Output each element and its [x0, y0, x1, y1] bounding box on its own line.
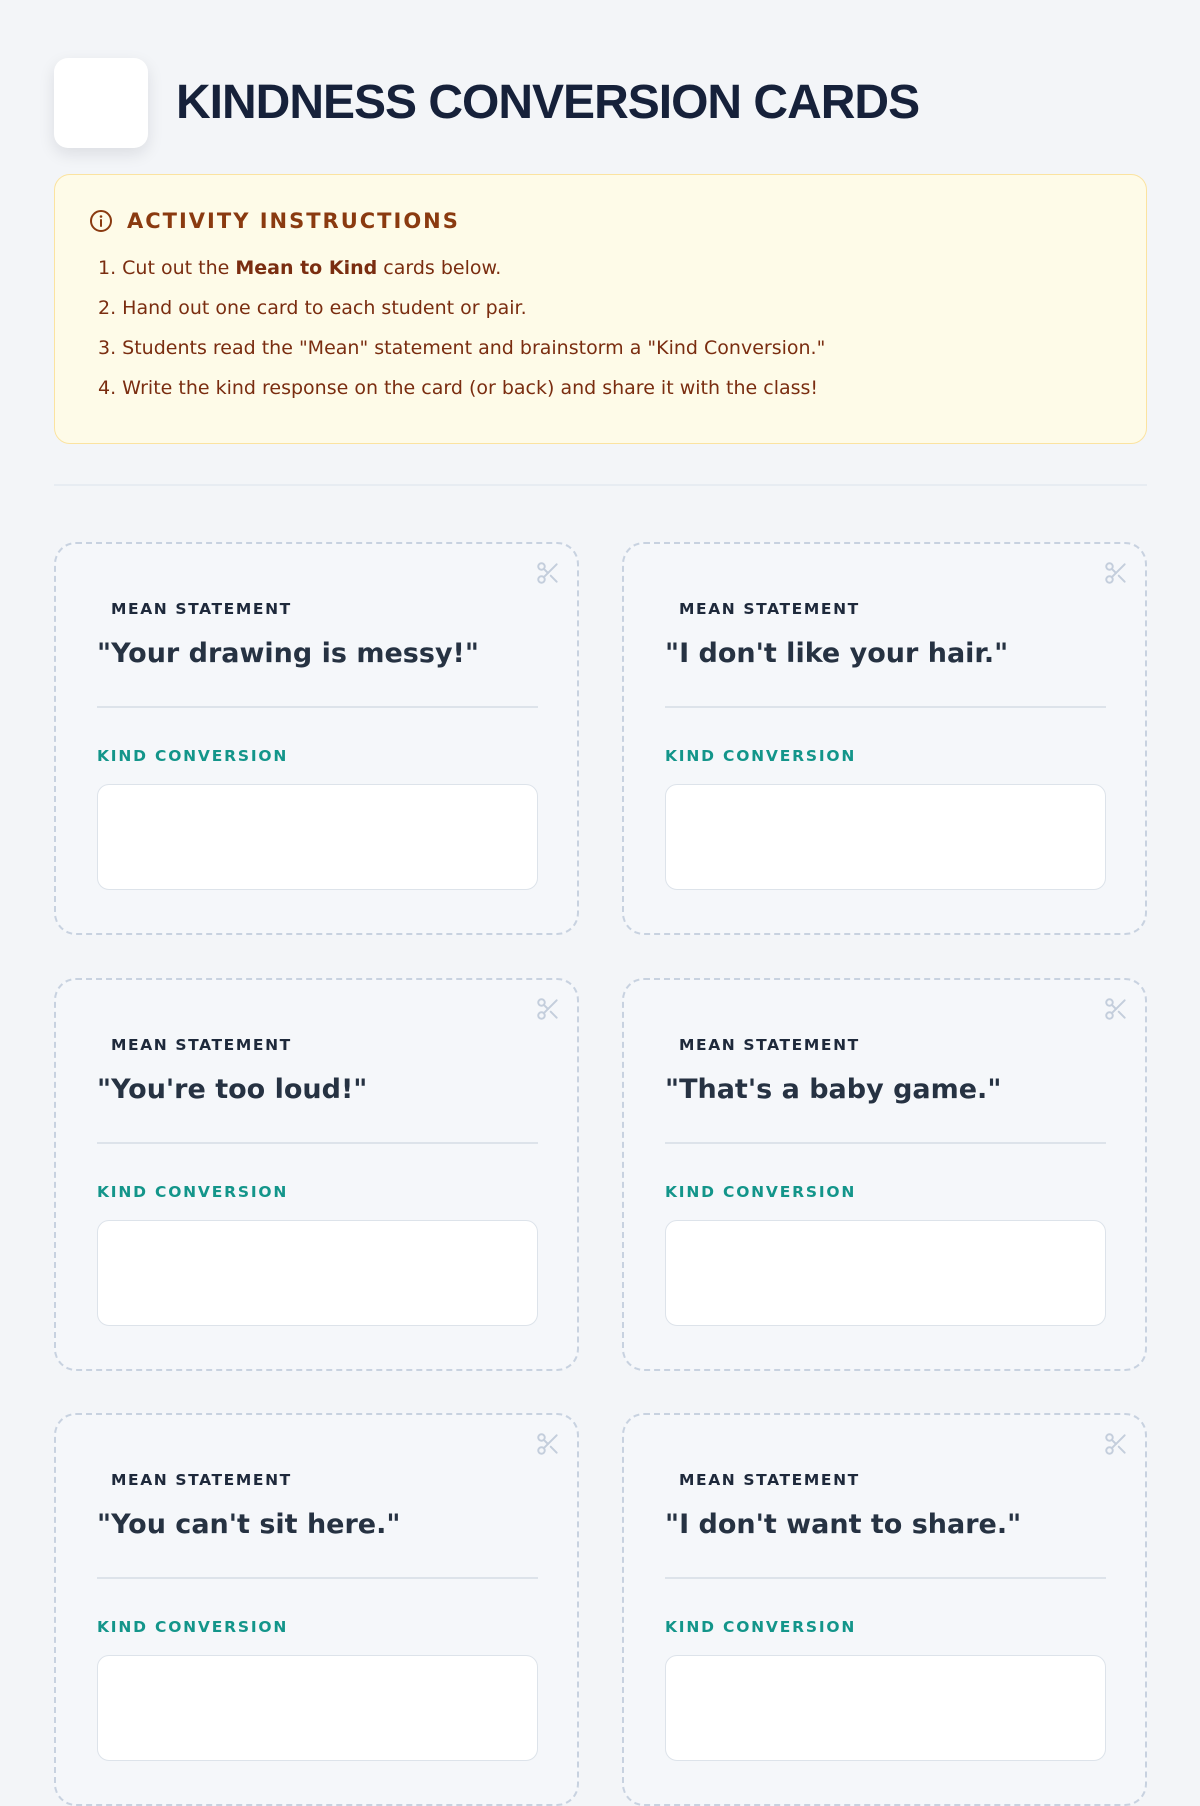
mean-statement-label: MEAN STATEMENT	[111, 1471, 292, 1489]
mean-statement-label: MEAN STATEMENT	[111, 600, 292, 618]
scissors-icon	[1103, 560, 1129, 586]
scissors-icon	[535, 560, 561, 586]
instructions-title: ACTIVITY INSTRUCTIONS	[127, 209, 460, 233]
mean-statement-label: MEAN STATEMENT	[679, 1471, 860, 1489]
scissors-icon	[1103, 1431, 1129, 1457]
kind-conversion-label: KIND CONVERSION	[665, 1618, 857, 1636]
kind-conversion-label: KIND CONVERSION	[97, 747, 289, 765]
kind-conversion-field[interactable]	[97, 784, 538, 890]
kind-conversion-field[interactable]	[97, 1220, 538, 1326]
card-divider	[97, 1577, 538, 1579]
kindness-card	[54, 978, 579, 1371]
kind-conversion-field[interactable]	[97, 1655, 538, 1761]
mean-statement-label: MEAN STATEMENT	[111, 1036, 292, 1054]
page-header	[54, 58, 919, 148]
scissors-icon	[535, 1431, 561, 1457]
info-icon	[89, 209, 113, 233]
kindness-card	[54, 542, 579, 935]
kind-conversion-label: KIND CONVERSION	[97, 1183, 289, 1201]
kind-conversion-field[interactable]	[665, 1655, 1106, 1761]
instruction-step: 1. Cut out the Mean to Kind cards below.	[98, 257, 502, 279]
kind-conversion-field[interactable]	[665, 784, 1106, 890]
kindness-card	[622, 542, 1147, 935]
card-divider	[665, 1577, 1106, 1579]
instruction-step: 2. Hand out one card to each student or pair.	[98, 297, 527, 319]
card-divider	[97, 706, 538, 708]
mean-statement-text: "That's a baby game."	[665, 1074, 1002, 1105]
scissors-icon	[535, 996, 561, 1022]
scissors-icon	[1103, 996, 1129, 1022]
mean-statement-label: MEAN STATEMENT	[679, 1036, 860, 1054]
mean-statement-label: MEAN STATEMENT	[679, 600, 860, 618]
kindness-card	[622, 1413, 1147, 1806]
card-divider	[665, 1142, 1106, 1144]
card-divider	[665, 706, 1106, 708]
kindness-card	[54, 1413, 579, 1806]
logo-placeholder	[54, 58, 148, 148]
mean-statement-text: "I don't like your hair."	[665, 638, 1009, 669]
mean-statement-text: "Your drawing is messy!"	[97, 638, 479, 669]
instruction-step: 4. Write the kind response on the card (or back) and share it with the class!	[98, 377, 819, 399]
kind-conversion-label: KIND CONVERSION	[665, 1183, 857, 1201]
instructions-panel	[54, 174, 1147, 444]
mean-statement-text: "I don't want to share."	[665, 1509, 1022, 1540]
card-divider	[97, 1142, 538, 1144]
instructions-list	[89, 257, 1112, 417]
mean-statement-text: "You're too loud!"	[97, 1074, 368, 1105]
instruction-step: 3. Students read the "Mean" statement and brainstorm a "Kind Conversion."	[98, 337, 826, 359]
kind-conversion-field[interactable]	[665, 1220, 1106, 1326]
mean-statement-text: "You can't sit here."	[97, 1509, 401, 1540]
kind-conversion-label: KIND CONVERSION	[97, 1618, 289, 1636]
page-title: KINDNESS CONVERSION CARDS	[176, 76, 920, 129]
kind-conversion-label: KIND CONVERSION	[665, 747, 857, 765]
instructions-header	[89, 209, 1112, 233]
section-divider	[54, 484, 1147, 486]
kindness-card	[622, 978, 1147, 1371]
